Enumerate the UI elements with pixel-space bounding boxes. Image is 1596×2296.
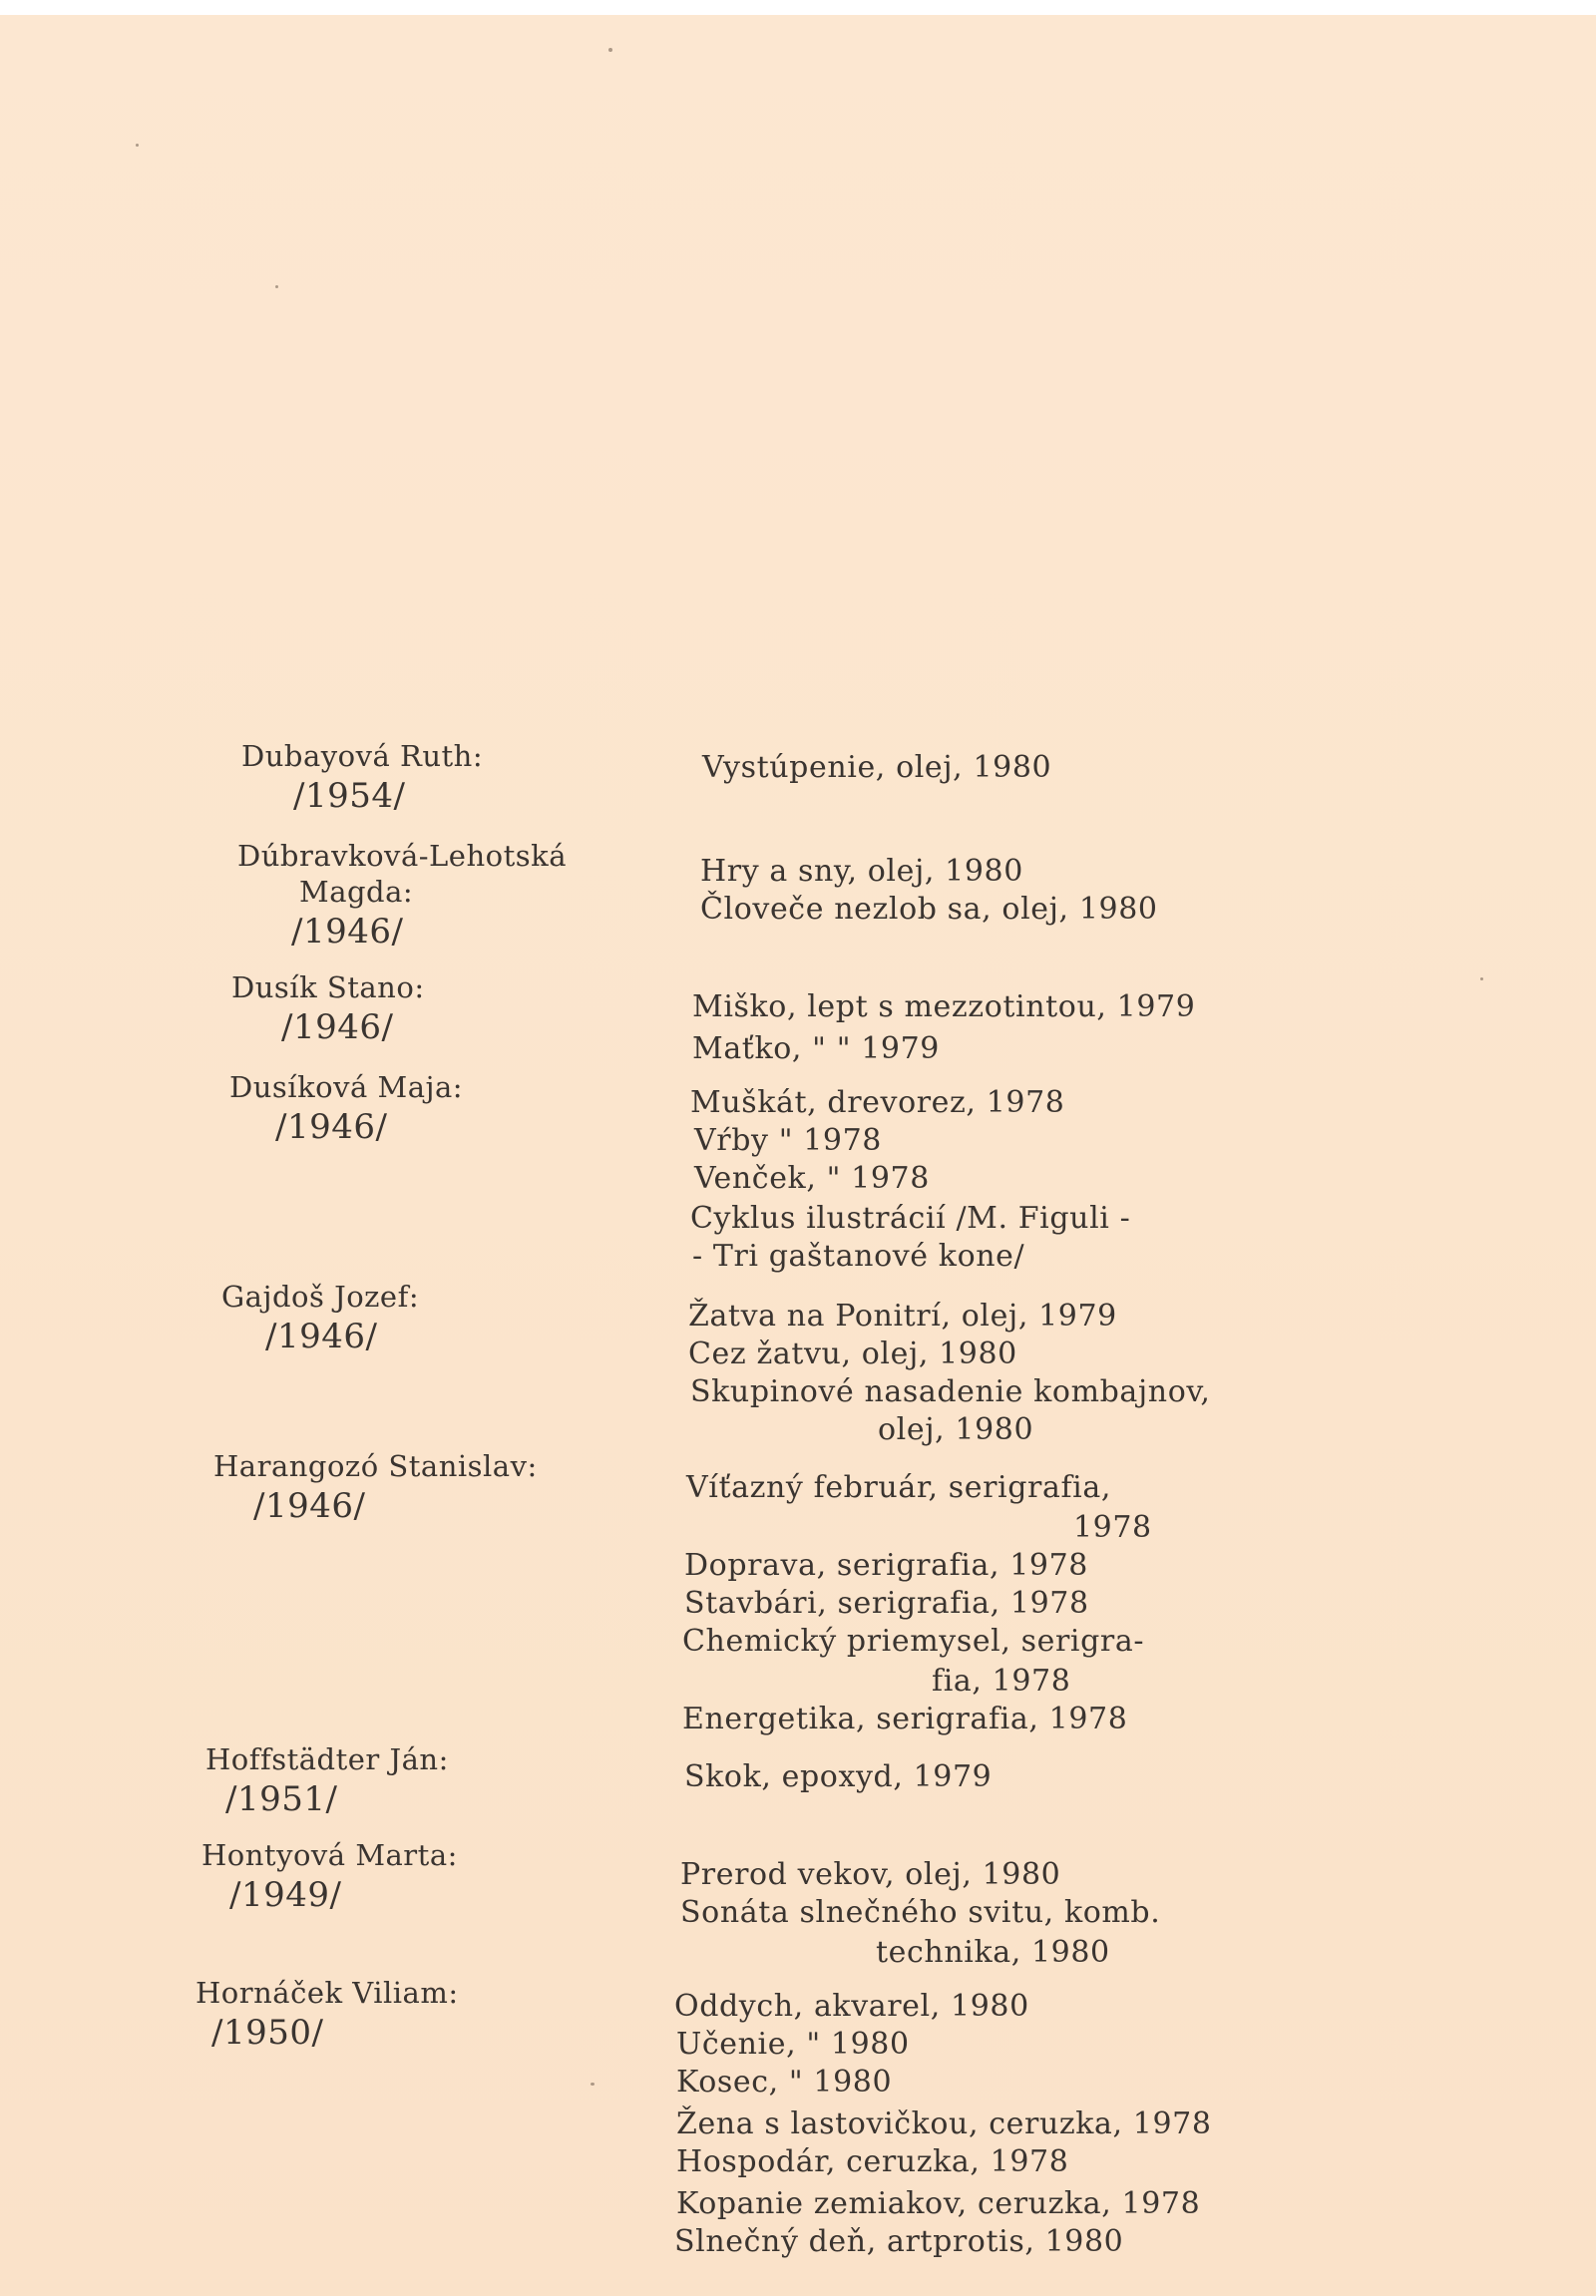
artist-name: Dubayová Ruth:: [241, 739, 484, 773]
work-line: 1978: [1073, 1510, 1152, 1545]
work-line: Miško, lept s mezzotintou, 1979: [692, 989, 1196, 1024]
artist-block: [201, 1837, 458, 1913]
artist-years: /1946/: [275, 1107, 388, 1147]
work-line: Vystúpenie, olej, 1980: [702, 750, 1052, 785]
work-line: Vŕby " 1978: [694, 1123, 882, 1158]
artist-years: /1949/: [229, 1875, 342, 1915]
work-line: Kopanie zemiakov, ceruzka, 1978: [676, 2186, 1201, 2221]
artist-years: /1946/: [253, 1486, 366, 1526]
work-line: - Tri gaštanové kone/: [692, 1239, 1025, 1274]
artist-name-continued: Magda:: [299, 875, 414, 909]
work-line: fia, 1978: [932, 1664, 1071, 1699]
work-line: Cez žatvu, olej, 1980: [688, 1337, 1017, 1371]
work-line: Chemický priemysel, serigra-: [682, 1624, 1145, 1659]
work-line: Slnečný deň, artprotis, 1980: [674, 2224, 1124, 2259]
artist-years: /1946/: [281, 1007, 394, 1047]
work-line: Cyklus ilustrácií /M. Figuli -: [690, 1201, 1131, 1236]
work-line: Muškát, drevorez, 1978: [690, 1085, 1065, 1120]
work-line: Skok, epoxyd, 1979: [684, 1759, 993, 1794]
artist-years: /1951/: [225, 1779, 338, 1819]
artist-name: Harangozó Stanislav:: [213, 1449, 538, 1483]
artist-name: Dusíková Maja:: [229, 1070, 464, 1104]
work-line: Maťko, " " 1979: [692, 1031, 940, 1066]
artist-name: Hornáček Viliam:: [196, 1976, 459, 2010]
work-line: Skupinové nasadenie kombajnov,: [690, 1374, 1211, 1409]
paper-speck: [608, 48, 612, 52]
paper-speck: [1480, 977, 1483, 980]
work-line: Stavbári, serigrafia, 1978: [684, 1586, 1089, 1621]
artist-block: [213, 1448, 538, 1524]
work-line: Hry a sny, olej, 1980: [700, 854, 1023, 889]
artist-years: /1954/: [293, 776, 406, 816]
work-line: Energetika, serigrafia, 1978: [682, 1702, 1128, 1736]
work-line: Hospodár, ceruzka, 1978: [676, 2144, 1069, 2179]
work-line: Žatva na Ponitrí, olej, 1979: [688, 1299, 1117, 1334]
work-line: Kosec, " 1980: [676, 2065, 893, 2100]
artist-block: [229, 1069, 463, 1145]
scan-top-edge: [0, 0, 1596, 15]
artist-block: [231, 969, 425, 1045]
work-line: technika, 1980: [876, 1935, 1110, 1970]
artist-name: Hoffstädter Ján:: [205, 1742, 449, 1776]
artist-name: Dusík Stano:: [231, 970, 425, 1004]
work-line: Učenie, " 1980: [676, 2027, 910, 2062]
paper-speck: [136, 144, 139, 147]
artist-name: Hontyová Marta:: [201, 1838, 458, 1872]
artist-name: Gajdoš Jozef:: [221, 1280, 420, 1314]
work-line: Žena s lastovičkou, ceruzka, 1978: [676, 2106, 1212, 2141]
work-line: Venček, " 1978: [694, 1161, 930, 1196]
work-line: olej, 1980: [878, 1412, 1034, 1447]
work-line: Prerod vekov, olej, 1980: [680, 1857, 1061, 1892]
artist-years: /1946/: [265, 1317, 378, 1356]
artist-name: Dúbravková-Lehotská: [237, 839, 567, 873]
artist-block: [241, 738, 483, 814]
artist-years: /1946/: [291, 912, 404, 952]
artist-block: [221, 1279, 419, 1354]
paper-speck: [275, 285, 278, 288]
artist-block: [205, 1741, 449, 1817]
artist-years: /1950/: [211, 2013, 324, 2053]
work-line: Sonáta slnečného svitu, komb.: [680, 1895, 1161, 1930]
artist-block: [237, 838, 567, 950]
work-line: Víťazný február, serigrafia,: [686, 1470, 1111, 1505]
work-line: Doprava, serigrafia, 1978: [684, 1548, 1088, 1583]
artist-block: [196, 1975, 459, 2051]
paper-speck: [591, 2083, 595, 2086]
work-line: Oddych, akvarel, 1980: [674, 1989, 1029, 2024]
work-line: Človeče nezlob sa, olej, 1980: [700, 892, 1158, 927]
